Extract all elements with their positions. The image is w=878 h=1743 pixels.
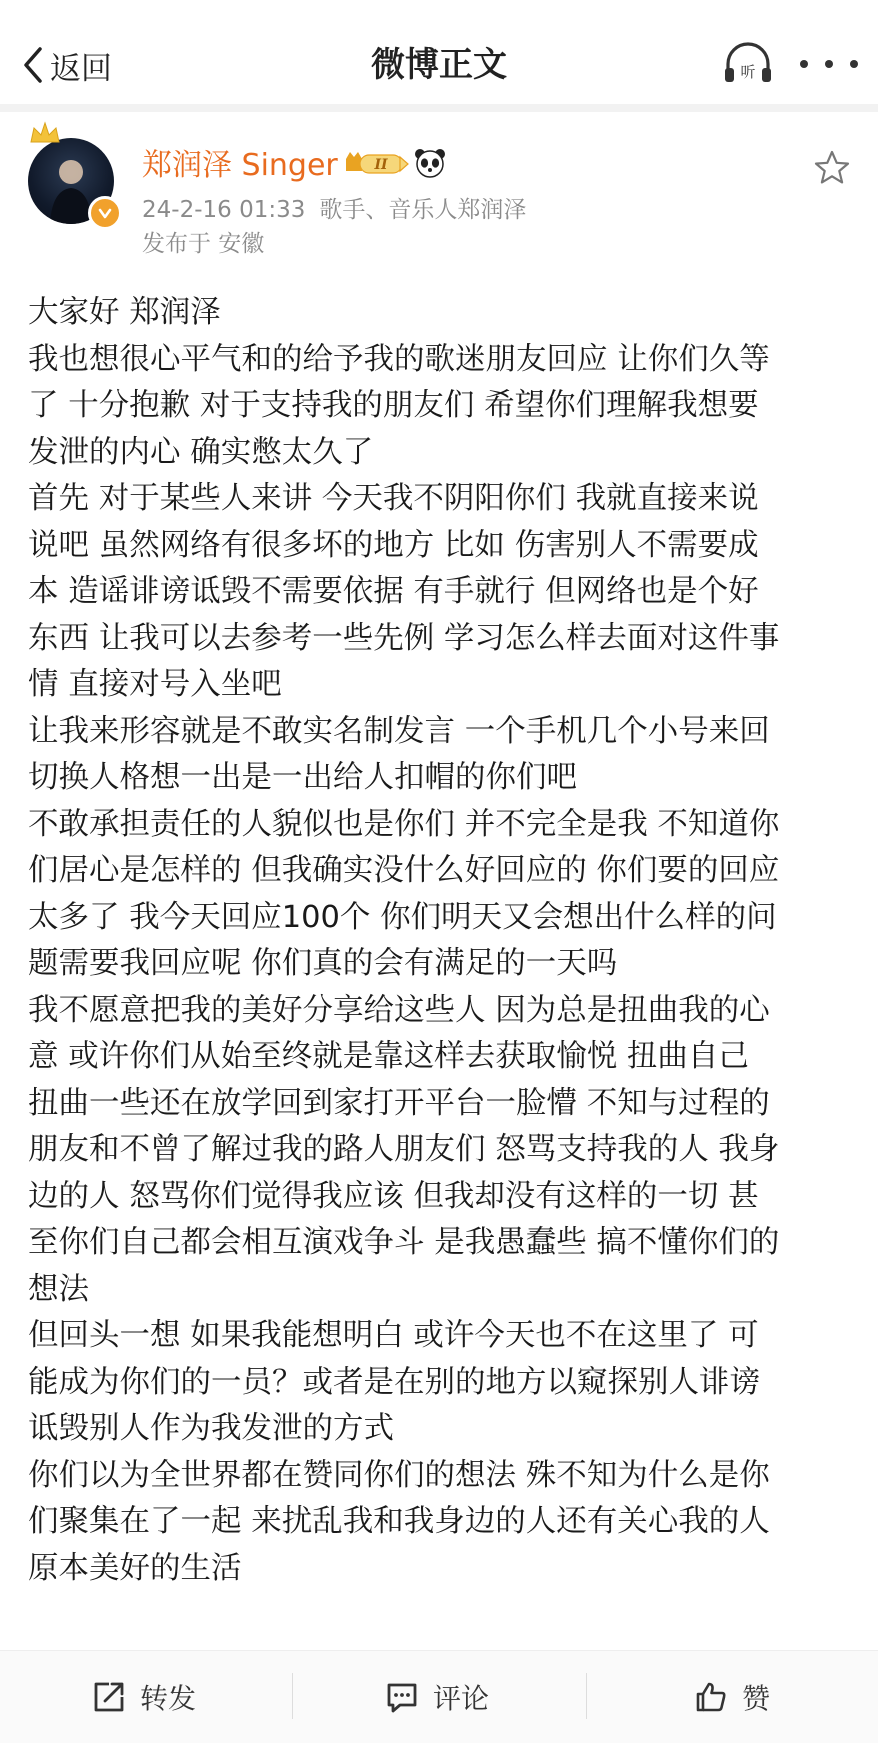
post-text-line: 至你们自己都会相互演戏争斗 是我愚蠢些 搞不懂你们的: [28, 1225, 780, 1260]
listen-button[interactable]: [720, 40, 776, 88]
panda-icon: [414, 148, 446, 178]
post-text-line: 你们以为全世界都在赞同你们的想法 殊不知为什么是你: [28, 1457, 770, 1493]
favorite-button[interactable]: [812, 148, 852, 188]
comment-icon: [385, 1680, 419, 1714]
post-text-line: 情 直接对号入坐吧: [28, 667, 282, 702]
crown-icon: [28, 120, 62, 146]
headphones-icon: [720, 40, 776, 88]
comment-label: 评论: [433, 1682, 490, 1715]
author-avatar-group[interactable]: [26, 120, 118, 228]
post-text-line: 切换人格想一出是一出给人扣帽的你们吧: [28, 760, 577, 795]
comment-button[interactable]: [385, 1675, 489, 1719]
more-options-button[interactable]: [800, 44, 858, 84]
back-label: 返回: [50, 50, 112, 87]
post-text-line: 大家好 郑润泽: [28, 295, 221, 330]
post-text-line: 不敢承担责任的人貌似也是你们 并不完全是我 不知道你: [28, 806, 780, 842]
post-text-line: 了 十分抱歉 对于支持我的朋友们 希望你们理解我想要: [28, 388, 759, 423]
like-label: 赞: [742, 1682, 771, 1715]
verification-text: 歌手、音乐人郑润泽: [319, 197, 527, 223]
post-text-line: 东西 让我可以去参考一些先例 学习怎么样去面对这件事: [28, 620, 780, 656]
more-dot-icon: [825, 60, 833, 68]
post-text-line: 我不愿意把我的美好分享给这些人 因为总是扭曲我的心: [28, 992, 770, 1028]
post-text-line: 说吧 虽然网络有很多坏的地方 比如 伤害别人不需要成: [28, 527, 759, 563]
post-location: 发布于 安徽: [142, 231, 265, 257]
repost-button[interactable]: [92, 1675, 196, 1719]
top-navigation-bar: [0, 0, 878, 118]
user-badges: [344, 148, 446, 178]
post-text-line: 原本美好的生活: [28, 1550, 242, 1586]
action-divider: [586, 1673, 587, 1719]
post-text-line: 我也想很心平气和的给予我的歌迷朋友回应 让你们久等: [28, 341, 770, 377]
post-meta: [142, 194, 526, 226]
post-time: 24-2-16 01:33: [142, 197, 306, 223]
post-text-line: 发泄的内心 确实憋太久了: [28, 434, 374, 470]
header-divider: [0, 104, 878, 112]
more-dot-icon: [800, 60, 808, 68]
post-text-line: 本 造谣诽谤诋毁不需要依据 有手就行 但网络也是个好: [28, 574, 759, 609]
post-text-line: 题需要我回应呢 你们真的会有满足的一天吗: [28, 946, 618, 981]
verified-badge-icon: [88, 196, 122, 230]
author-name[interactable]: 郑润泽 Singer: [142, 148, 338, 183]
action-divider: [292, 1673, 293, 1719]
bottom-action-bar: [0, 1650, 878, 1743]
post-text-line: 太多了 我今天回应100个 你们明天又会想出什么样的问: [28, 899, 777, 935]
like-button[interactable]: [694, 1675, 770, 1719]
post-text-line: 想法: [28, 1271, 89, 1307]
post-content: [28, 290, 858, 1592]
post-text-line: 首先 对于某些人来讲 今天我不阴阳你们 我就直接来说: [28, 481, 759, 516]
level-badge-text: II: [374, 157, 388, 173]
page-title: 微博正文: [371, 45, 507, 85]
post-text-line: 们聚集在了一起 来扰乱我和我身边的人还有关心我的人: [28, 1504, 770, 1539]
vip-level-badge-icon: [344, 149, 410, 177]
post-text-line: 边的人 怒骂你们觉得我应该 但我却没有这样的一切 甚: [28, 1178, 759, 1214]
post-text-line: 朋友和不曾了解过我的路人朋友们 怒骂支持我的人 我身: [28, 1132, 780, 1167]
post-text-line: 意 或许你们从始至终就是靠这样去获取愉悦 扭曲自己: [28, 1039, 749, 1074]
repost-label: 转发: [140, 1682, 197, 1715]
post-text-line: 但回头一想 如果我能想明白 或许今天也不在这里了 可: [28, 1318, 759, 1353]
more-dot-icon: [850, 60, 858, 68]
star-icon: [812, 148, 852, 188]
svg-text:听: 听: [740, 63, 756, 81]
post-text-line: 们居心是怎样的 但我确实没什么好回应的 你们要的回应: [28, 853, 780, 888]
post-text-line: 诋毁别人作为我发泄的方式: [28, 1411, 394, 1446]
post-text-line: 能成为你们的一员？或者是在别的地方以窥探别人诽谤: [28, 1364, 760, 1400]
post-text-line: 让我来形容就是不敢实名制发言 一个手机几个小号来回: [28, 713, 770, 749]
thumbs-up-icon: [694, 1680, 728, 1714]
repost-icon: [92, 1680, 126, 1714]
post-text-line: 扭曲一些还在放学回到家打开平台一脸懵 不知与过程的: [28, 1085, 770, 1121]
